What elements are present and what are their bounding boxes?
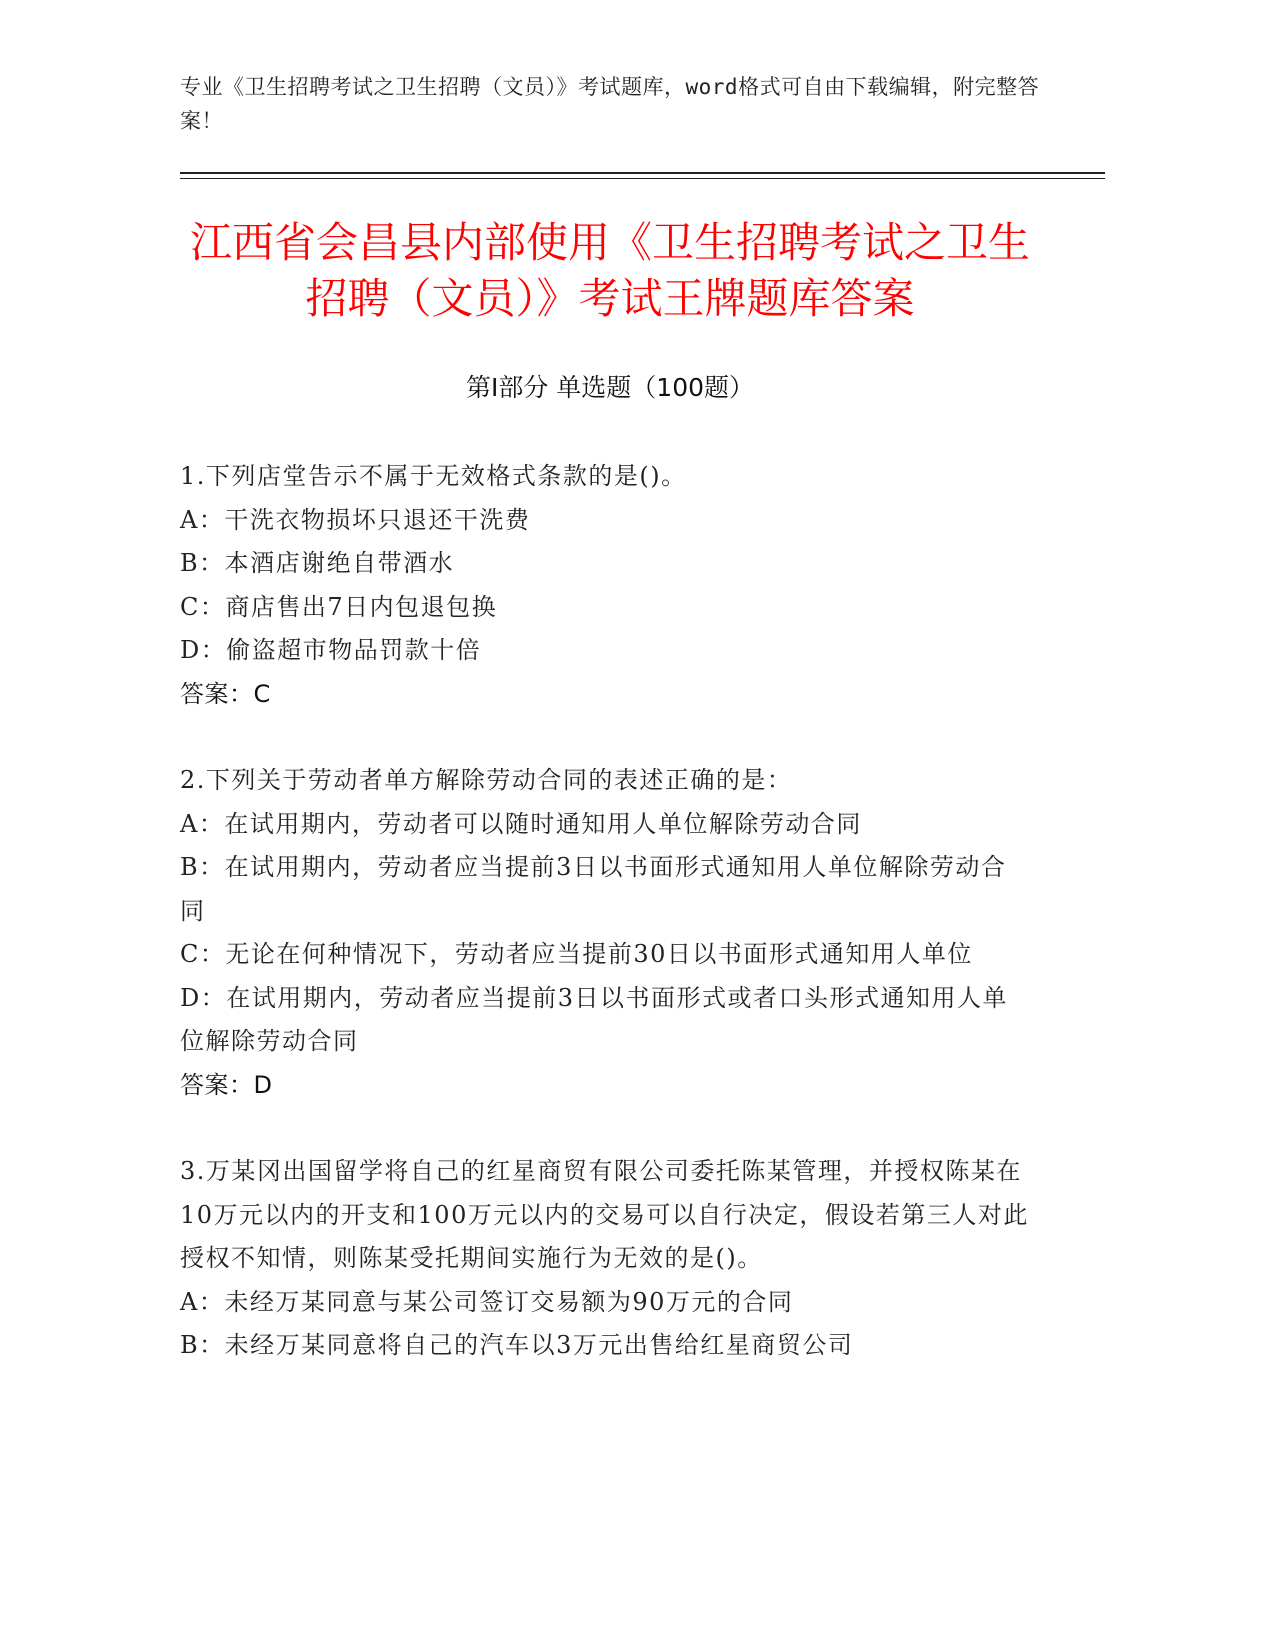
question-1 [180,455,1030,716]
option-c: C：商店售出7日内包退包换 [180,592,498,621]
question-2 [180,759,1030,1107]
option-b: B：未经万某同意将自己的汽车以3万元出售给红星商贸公司 [180,1331,854,1359]
section-heading: 第Ⅰ部分 单选题（100题） [465,373,755,402]
question-stem: 2.下列关于劳动者单方解除劳动合同的表述正确的是： [180,766,793,794]
option-b: B：本酒店谢绝自带酒水 [180,549,455,577]
option-a: A：在试用期内，劳动者可以随时通知用人单位解除劳动合同 [180,809,862,838]
option-a: A：未经万某同意与某公司签订交易额为90万元的合同 [180,1287,794,1316]
question-stem: 3.万某冈出国留学将自己的红星商贸有限公司委托陈某管理，并授权陈某在10万元以内的开支和100万元以内的交易可以自行决定，假设若第三人对此授权不知情，则陈某受托期间实施行为无效的是()。 [180,1157,1029,1272]
header-divider-thick [180,172,1105,174]
header-divider-thin [180,178,1105,179]
question-3 [180,1150,1030,1368]
answer: 答案：D [180,1070,273,1099]
question-stem: 1.下列店堂告示不属于无效格式条款的是()。 [180,462,687,490]
option-d: D：偷盗超市物品罚款十倍 [180,636,482,664]
option-c: C：无论在何种情况下，劳动者应当提前30日以书面形式通知用人单位 [180,940,973,968]
document-title: 江西省会昌县内部使用《卫生招聘考试之卫生招聘（文员）》考试王牌题库答案 [189,218,1030,323]
option-b: B：在试用期内，劳动者应当提前3日以书面形式通知用人单位解除劳动合同 [180,853,1007,925]
answer: 答案：C [180,679,271,708]
option-a: A：干洗衣物损坏只退还干洗费 [180,505,531,534]
question-list [180,455,1030,1411]
header-note: 专业《卫生招聘考试之卫生招聘（文员）》考试题库，word格式可自由下载编辑，附完整答案！ [180,75,1040,133]
option-d: D：在试用期内，劳动者应当提前3日以书面形式或者口头形式通知用人单位解除劳动合同 [180,983,1009,1055]
